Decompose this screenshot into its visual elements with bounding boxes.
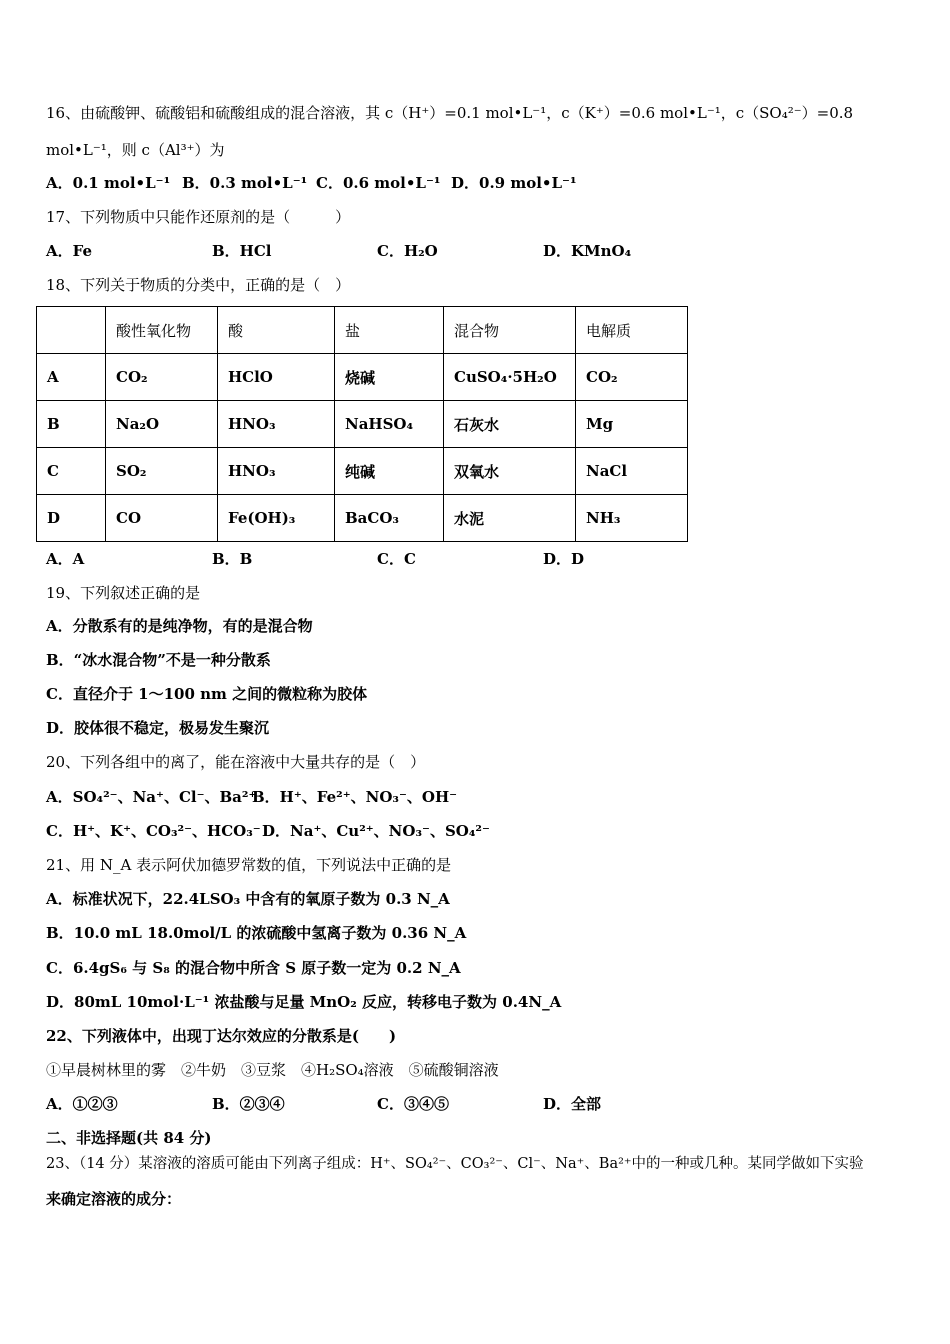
- table-cell: Mg: [576, 401, 688, 448]
- q19-option-b[interactable]: B．“冰水混合物”不是一种分散系: [46, 651, 271, 669]
- q22-option-c[interactable]: C．③④⑤: [377, 1095, 449, 1113]
- table-cell: CO₂: [106, 354, 218, 401]
- table-cell: A: [37, 354, 106, 401]
- table-cell: B: [37, 401, 106, 448]
- q16-option-b[interactable]: B．0.3 mol•L⁻¹: [182, 174, 308, 192]
- q21-option-a[interactable]: A．标准状况下，22.4LSO₃ 中含有的氧原子数为 0.3 N_A: [46, 890, 450, 908]
- q17-option-c[interactable]: C．H₂O: [377, 242, 438, 260]
- table-cell: NH₃: [576, 495, 688, 542]
- q23-stem-line2: 来确定溶液的成分：: [46, 1190, 182, 1208]
- table-cell: D: [37, 495, 106, 542]
- q20-option-c[interactable]: C．H⁺、K⁺、CO₃²⁻、HCO₃⁻: [46, 822, 261, 840]
- q16-stem-line1: 16、由硫酸钾、硫酸铝和硫酸组成的混合溶液，其 c（H⁺）=0.1 mol•L⁻¹，c（K⁺）=0.6 mol•L⁻¹，c（SO₄²⁻）=0.8: [46, 104, 854, 122]
- q21-option-d[interactable]: D．80mL 10mol·L⁻¹ 浓盐酸与足量 MnO₂ 反应，转移电子数为 0.4N_A: [46, 993, 562, 1011]
- table-header-cell: 酸性氧化物: [106, 307, 218, 354]
- q20-option-a[interactable]: A．SO₄²⁻、Na⁺、Cl⁻、Ba²⁺: [46, 788, 257, 806]
- table-header-row: [37, 307, 688, 354]
- table-row: [37, 495, 688, 542]
- table-header-cell: 电解质: [576, 307, 688, 354]
- q22-stem: 22、下列液体中，出现丁达尔效应的分散系是( ): [46, 1027, 397, 1045]
- q18-option-d[interactable]: D．D: [543, 550, 585, 568]
- table-header-cell: 混合物: [444, 307, 576, 354]
- table-row: [37, 354, 688, 401]
- q17-option-d[interactable]: D．KMnO₄: [543, 242, 632, 260]
- table-cell: CO₂: [576, 354, 688, 401]
- q21-option-c[interactable]: C．6.4gS₆ 与 S₈ 的混合物中所含 S 原子数一定为 0.2 N_A: [46, 959, 461, 977]
- table-cell: SO₂: [106, 448, 218, 495]
- table-cell: 烧碱: [335, 354, 444, 401]
- q18-stem: 18、下列关于物质的分类中，正确的是（ ）: [46, 276, 351, 294]
- table-cell: C: [37, 448, 106, 495]
- q16-option-c[interactable]: C．0.6 mol•L⁻¹: [316, 174, 441, 192]
- q19-stem: 19、下列叙述正确的是: [46, 584, 201, 602]
- table-cell: CO: [106, 495, 218, 542]
- table-row: [37, 448, 688, 495]
- q22-items: ①早晨树林里的雾 ②牛奶 ③豆浆 ④H₂SO₄溶液 ⑤硫酸铜溶液: [46, 1061, 499, 1079]
- table-cell: Na₂O: [106, 401, 218, 448]
- table-cell: CuSO₄·5H₂O: [444, 354, 576, 401]
- table-cell: 水泥: [444, 495, 576, 542]
- section-title: 二、非选择题(共 84 分): [46, 1129, 212, 1147]
- q16-stem-line2: mol•L⁻¹，则 c（Al³⁺）为: [46, 141, 225, 159]
- q18-option-a[interactable]: A．A: [46, 550, 85, 568]
- q22-option-b[interactable]: B．②③④: [212, 1095, 285, 1113]
- table-cell: 纯碱: [335, 448, 444, 495]
- q22-option-d[interactable]: D．全部: [543, 1095, 602, 1113]
- q19-option-a[interactable]: A．分散系有的是纯净物，有的是混合物: [46, 617, 313, 635]
- q17-option-a[interactable]: A．Fe: [46, 242, 93, 260]
- table-cell: HNO₃: [218, 401, 335, 448]
- q21-option-b[interactable]: B．10.0 mL 18.0mol/L 的浓硫酸中氢离子数为 0.36 N_A: [46, 924, 467, 942]
- table-cell: Fe(OH)₃: [218, 495, 335, 542]
- q17-option-b[interactable]: B．HCl: [212, 242, 272, 260]
- q19-option-d[interactable]: D．胶体很不稳定，极易发生聚沉: [46, 719, 270, 737]
- table-header-cell: [37, 307, 106, 354]
- classification-table: [36, 306, 688, 542]
- table-header-cell: 酸: [218, 307, 335, 354]
- q23-stem-line1: 23、（14 分）某溶液的溶质可能由下列离子组成：H⁺、SO₄²⁻、CO₃²⁻、Cl⁻、Na⁺、Ba²⁺中的一种或几种。某同学做如下实验: [46, 1156, 864, 1172]
- table-header-cell: 盐: [335, 307, 444, 354]
- table-cell: HClO: [218, 354, 335, 401]
- q18-option-c[interactable]: C．C: [377, 550, 416, 568]
- q20-option-d[interactable]: D．Na⁺、Cu²⁺、NO₃⁻、SO₄²⁻: [262, 822, 490, 840]
- table-row: [37, 401, 688, 448]
- q16-option-a[interactable]: A．0.1 mol•L⁻¹: [46, 174, 171, 192]
- q21-stem: 21、用 N_A 表示阿伏加德罗常数的值，下列说法中正确的是: [46, 856, 452, 874]
- q22-option-a[interactable]: A．①②③: [46, 1095, 118, 1113]
- q20-stem: 20、下列各组中的离了，能在溶液中大量共存的是（ ）: [46, 753, 426, 771]
- table-cell: HNO₃: [218, 448, 335, 495]
- q17-stem: 17、下列物质中只能作还原剂的是（ ）: [46, 208, 351, 226]
- q18-option-b[interactable]: B．B: [212, 550, 253, 568]
- table-cell: 双氧水: [444, 448, 576, 495]
- table-cell: NaHSO₄: [335, 401, 444, 448]
- q19-option-c[interactable]: C．直径介于 1～100 nm 之间的微粒称为胶体: [46, 685, 368, 703]
- q20-option-b[interactable]: B．H⁺、Fe²⁺、NO₃⁻、OH⁻: [252, 788, 458, 806]
- q16-option-d[interactable]: D．0.9 mol•L⁻¹: [451, 174, 577, 192]
- table-cell: BaCO₃: [335, 495, 444, 542]
- table-cell: NaCl: [576, 448, 688, 495]
- table-cell: 石灰水: [444, 401, 576, 448]
